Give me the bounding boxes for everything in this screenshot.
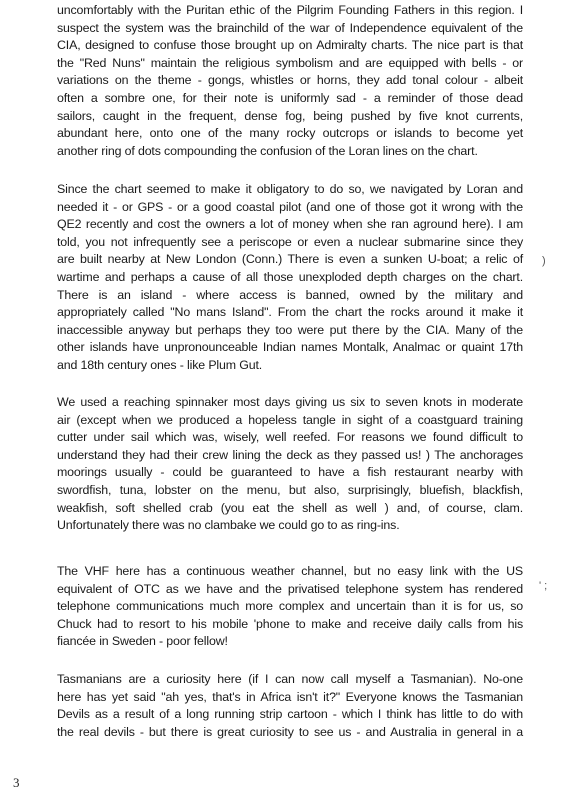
text-line: needed it - or GPS - or a good coastal pilot (and one of those got it wrong with the (57, 199, 523, 214)
text-line: another ring of dots compounding the confusion of the Loran lines on the chart. (57, 143, 478, 158)
text-line: uncomfortably with the Puritan ethic of the Pilgrim Founding Fathers in this region. I (57, 3, 523, 17)
text-line: Unfortunately there was no clambake we could go to as ring-ins. (57, 518, 400, 533)
text-line: Since the chart seemed to make it obligatory to do so, we navigated by Loran and (57, 182, 523, 196)
paragraph-1 (57, 2, 523, 160)
text-line: telephone communications much more complex and uncertain than it is for us, so (57, 599, 523, 614)
text-line: variations on the theme - gongs, whistles or horns, they add tonal colour - albeit (57, 73, 523, 88)
text-line: There is an island - where access is banned, owned by the military and (57, 287, 523, 302)
text-line: other islands have unpronounceable Indian names Montalk, Analmac or quaint 17th (57, 340, 523, 355)
paragraph-5 (57, 671, 523, 741)
text-line: abundant here, onto one of the many rocky outcrops or islands to become yet (57, 126, 523, 141)
text-line: Devils as a result of a long running strip cartoon - which I think has little to do with (57, 707, 523, 722)
text-line: cutter under sail which was, wisely, well reefed. For reasons we found difficult to (57, 430, 523, 445)
paragraph-4 (57, 563, 523, 651)
text-line: and 18th century ones - like Plum Gut. (57, 357, 263, 372)
text-line: The VHF here has a continuous weather channel, but no easy link with the US (57, 564, 523, 578)
scan-mark: ' ; (539, 580, 548, 592)
text-line: swordfish, tuna, lobster on the menu, but also, surprisingly, bluefish, blackfish, (57, 482, 523, 497)
text-line: suspect the system was the brainchild of the war of Independence equivalent of the (57, 20, 523, 35)
text-line: We used a reaching spinnaker most days giving us six to seven knots in moderate (57, 395, 523, 409)
text-line: sailors, caught in the frequent, dense fog, being pushed by five knot currents, (57, 108, 523, 123)
scan-mark: ) (542, 255, 546, 267)
text-line: told, you not infrequently see a periscope or even a nuclear submarine since they (57, 234, 523, 249)
text-line: appropriately called "No mans Island". From the chart the rocks around it make it (57, 305, 523, 320)
text-line: inaccessible anyway but perhaps they too were put there by the CIA. Many of the (57, 322, 523, 337)
text-line: air (except when we produced a hopeless tangle in sight of a coastguard training (57, 412, 523, 427)
text-line: fiancée in Sweden - poor fellow! (57, 634, 228, 649)
text-line: the "Red Nuns" maintain the religious symbolism and are equipped with bells - or (57, 55, 523, 70)
text-line: understand they had their crew lining the deck as they passed us! ) The anchorages (57, 447, 523, 462)
text-line: equivalent of OTC as we have and the privatised telephone system has rendered (57, 581, 523, 596)
text-line: Chuck had to resort to his mobile 'phone to make and receive daily calls from his (57, 616, 523, 631)
text-line: moorings usually - could be guaranteed to have a fish restaurant nearby with (57, 465, 523, 480)
paragraph-2 (57, 181, 523, 375)
text-line: here has yet said "ah yes, that's in Africa isn't it?" Everyone knows the Tasmanian (57, 689, 523, 704)
text-line: CIA, designed to confuse those brought up on Admiralty charts. The nice part is that (57, 38, 523, 53)
text-line: often a sombre one, for their note is uniformly sad - a reminder of those dead (57, 90, 523, 105)
text-line: the real devils - but there is great curiosity to see us - and Australia in general in a (57, 724, 523, 739)
text-line: QE2 recently and cost the owners a lot of money when she ran aground here). I am (57, 217, 523, 232)
paragraph-3 (57, 394, 523, 535)
text-line: are built nearby at New London (Conn.) There is even a sunken U-boat; a relic of (57, 252, 523, 267)
text-line: weakfish, soft shelled crab (you eat the shell as well ) and, of course, clam. (57, 500, 523, 515)
page-number: 3 (13, 775, 20, 790)
text-line: wartime and perhaps a cause of all those unexploded depth charges on the chart. (57, 269, 523, 284)
text-line: Tasmanians are a curiosity here (if I can now call myself a Tasmanian). No-one (57, 672, 523, 686)
